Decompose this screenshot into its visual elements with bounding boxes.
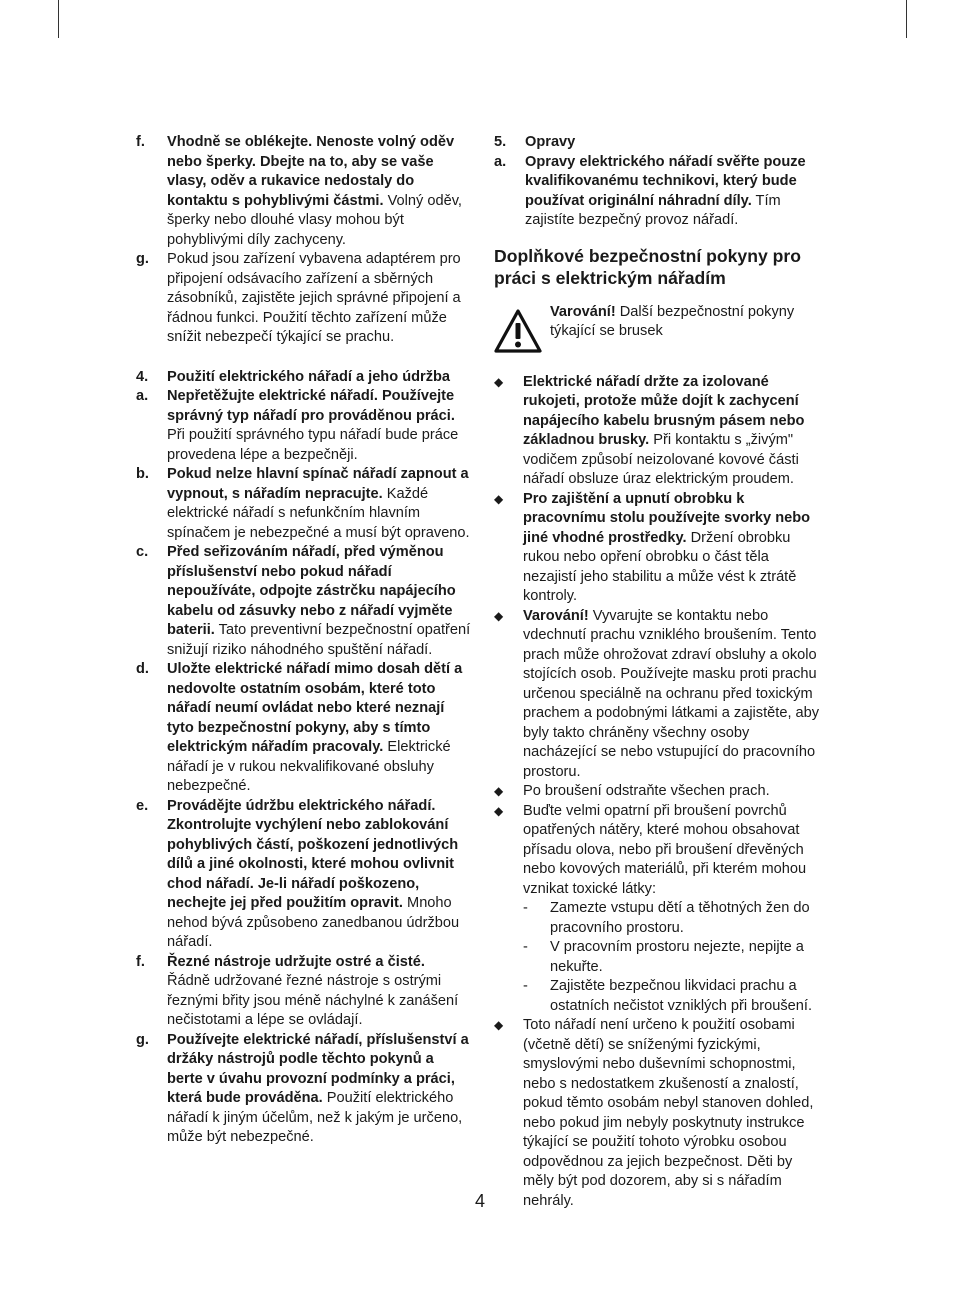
- section-heading-5: [494, 133, 826, 153]
- dash-marker: -: [523, 978, 528, 994]
- item-bold-text: Používejte elektrické nářadí, příslušenství a držáky nástrojů podle těchto pokynů a berte v úvahu provozní podmínky a práci, která bude prováděna.: [167, 1031, 469, 1106]
- section-title: Opravy: [525, 134, 576, 150]
- bullet-icon: ◆: [494, 608, 504, 623]
- item-text: Použití elektrického nářadí k jiným účelům, než k jakým je určeno, může být nebezpečné.: [167, 1090, 463, 1145]
- list-item-a: [494, 153, 826, 231]
- item-text: Při kontaktu s „živým" vodičem způsobí neizolované kovové části nářadí obsluze úraz elektrickým proudem.: [523, 432, 799, 487]
- dash-marker: -: [523, 939, 528, 955]
- item-text: Volný oděv, šperky nebo dlouhé vlasy mohou být pohyblivými díly zachyceny.: [167, 192, 462, 248]
- item-marker: a.: [136, 388, 149, 404]
- page-number: 4: [474, 1191, 485, 1211]
- list-item-d: [136, 660, 471, 797]
- left-column: [136, 133, 471, 1148]
- item-marker: b.: [136, 466, 149, 482]
- item-text: Každé elektrické nářadí s nefunkčním hlavním spínačem je nebezpečné a musí být opraveno.: [167, 485, 470, 541]
- bullet-item: [494, 782, 826, 802]
- item-marker: f.: [136, 134, 145, 150]
- list-item-e: [136, 797, 471, 953]
- warning-box: [494, 303, 826, 373]
- dash-item: [494, 899, 826, 938]
- list-item-g2: [136, 1031, 471, 1148]
- dash-item: [494, 977, 826, 1016]
- right-column: [494, 133, 826, 1211]
- warning-triangle-icon: [494, 309, 542, 353]
- item-marker: f.: [136, 953, 145, 970]
- item-text: Zamezte vstupu dětí a těhotných žen do pracovního prostoru.: [550, 900, 810, 936]
- item-bold-text: Vhodně se oblékejte. Nenoste volný oděv nebo šperky. Dbejte na to, aby se vaše vlasy, oděv a rukavice nedostaly do kontaktu s pohyblivými částmi.: [167, 134, 455, 209]
- item-marker: c.: [136, 544, 149, 560]
- bullet-item: [494, 373, 826, 490]
- bullet-item: [494, 607, 826, 783]
- item-marker: g.: [136, 1031, 149, 1048]
- crop-mark: [58, 0, 59, 38]
- item-text: V pracovním prostoru nejezte, nepijte a nekuřte.: [550, 939, 804, 975]
- item-text: Tím zajistíte bezpečný provoz nářadí.: [525, 192, 781, 228]
- list-item-b: [136, 465, 471, 543]
- item-bold-text: Varování!: [523, 607, 589, 624]
- bullet-icon: ◆: [494, 491, 504, 506]
- item-text: Vyvarujte se kontaktu nebo vdechnutí prachu vzniklého broušením. Tento prach může ohrožovat zdraví obsluhy a okolo stojících osob. Používejte masku proti prachu určenou speciálně na ochranu před toxickým prachem a podobnými látkami a zajistěte, aby byly takto chráněny všechny osoby nacházející se nebo vstupující do pracovního prostoru.: [523, 607, 820, 780]
- item-bold-text: Elektrické nářadí držte za izolované rukojeti, protože může dojít k zachycení napájecího kabelu brusným pásem nebo základnou brusky.: [523, 373, 805, 448]
- bullet-item: [494, 1016, 826, 1211]
- item-text: Buďte velmi opatrní při broušení povrchů opatřených nátěry, které mohou obsahovat přísadu olova, nebo při broušení dřevěných nebo kovových materiálů, při kterém mohou vznikat toxické látky:: [523, 802, 807, 897]
- section-heading-4: [136, 368, 471, 388]
- item-bold-text: Pokud nelze hlavní spínač nářadí zapnout a vypnout, s nářadím nepracujte.: [167, 466, 469, 502]
- item-text: Řádně udržované řezné nástroje s ostrými řeznými břity jsou méně náchylné k zanášení nečistotami a lépe se ovládají.: [167, 973, 459, 1028]
- list-item-c: [136, 543, 471, 660]
- item-text: Při použití správného typu nářadí bude práce provedena lépe a bezpečněji.: [167, 427, 459, 463]
- crop-mark: [906, 0, 907, 38]
- warning-text: Další bezpečnostní pokyny týkající se brusek: [550, 303, 795, 339]
- bullet-icon: ◆: [494, 1018, 504, 1032]
- list-item-f2: [136, 953, 471, 1031]
- bullet-item: [494, 490, 826, 607]
- item-bold-text: Provádějte údržbu elektrického nářadí. Zkontrolujte vychýlení nebo zablokování pohyblivých částí, poškození jednotlivých dílů a jiné okolnosti, které mohou ovlivnit chod nářadí. Je-li nářadí poškozeno, nechejte jej před použitím opravit.: [167, 797, 459, 911]
- item-bold-text: Nepřetěžujte elektrické nářadí. Používejte správný typ nářadí pro prováděnou práci.: [167, 388, 455, 424]
- list-item-f: [136, 133, 471, 250]
- item-text: Po broušení odstraňte všechen prach.: [523, 783, 770, 799]
- section-number: 5.: [494, 134, 507, 150]
- item-text: Mnoho nehod bývá způsobeno zanedbanou údržbou nářadí.: [167, 895, 460, 950]
- dash-item: [494, 938, 826, 977]
- item-bold-text: Před seřizováním nářadí, před výměnou příslušenství nebo pokud nářadí nepoužíváte, odpojte zástrčku napájecího kabelu od zásuvky nebo z nářadí vyjměte baterii.: [167, 544, 456, 638]
- item-bold-text: Pro zajištění a upnutí obrobku k pracovnímu stolu používejte svorky nebo jiné vhodné prostředky.: [523, 490, 811, 546]
- warning-label: Varování!: [550, 303, 616, 320]
- section-heading: Doplňkové bezpečnostní pokyny pro práci s elektrickým nářadím: [494, 245, 801, 288]
- item-bold-text: Uložte elektrické nářadí mimo dosah dětí a nedovolte ostatním osobám, které toto nářadí neumí ovládat nebo které neznají tyto bezpečnostní pokyny, aby s tímto elektrickým nářadím pracovaly.: [167, 661, 463, 755]
- item-text: Držení obrobku rukou nebo opření obrobku o část těla nezajistí jeho stabilitu a může vést k ztrátě kontroly.: [523, 529, 797, 604]
- item-text: Zajistěte bezpečnou likvidaci prachu a ostatních nečistot vzniklých při broušení.: [550, 978, 813, 1014]
- list-item-g: [136, 250, 471, 348]
- item-marker: d.: [136, 661, 149, 677]
- item-text: Toto nářadí není určeno k použití osobami (včetně dětí) se sníženými fyzickými, smyslovými nebo duševními schopnostmi, nebo s nedostatkem zkušeností a znalostí, pokud těmto osobám nebyl stanoven dohled, nebo pokud jim nebyly poskytnuty instrukce týkající se použití tohoto výrobku osobou odpovědnou za jejich bezpečnost. Děti by měly být pod dozorem, aby si s nářadím nehrály.: [523, 1017, 814, 1209]
- bullet-icon: ◆: [494, 374, 504, 389]
- item-marker: e.: [136, 797, 149, 814]
- list-item-a: [136, 387, 471, 465]
- item-text: Tato preventivní bezpečnostní opatření snižují riziko náhodného spuštění nářadí.: [167, 622, 471, 658]
- bullet-icon: ◆: [494, 784, 504, 798]
- item-bold-text: Řezné nástroje udržujte ostré a čisté.: [167, 953, 425, 970]
- dash-marker: -: [523, 900, 528, 916]
- item-bold-text: Opravy elektrického nářadí svěřte pouze kvalifikovanému technikovi, který bude používat originální náhradní díly.: [525, 153, 806, 209]
- section-title: Použití elektrického nářadí a jeho údržba: [167, 368, 451, 385]
- item-text: Pokud jsou zařízení vybavena adaptérem pro připojení odsávacího zařízení a sběrných zásobníků, zajistěte jejich správné připojení a řádnou funkci. Použití těchto zařízení může snížit nebezpečí týkající se prachu.: [167, 251, 461, 345]
- item-text: Elektrické nářadí je v rukou nekvalifikované obsluhy nebezpečné.: [167, 739, 451, 794]
- item-marker: a.: [494, 153, 507, 170]
- item-marker: g.: [136, 251, 149, 267]
- section-number: 4.: [136, 368, 149, 385]
- bullet-item: [494, 802, 826, 900]
- bullet-icon: ◆: [494, 803, 504, 818]
